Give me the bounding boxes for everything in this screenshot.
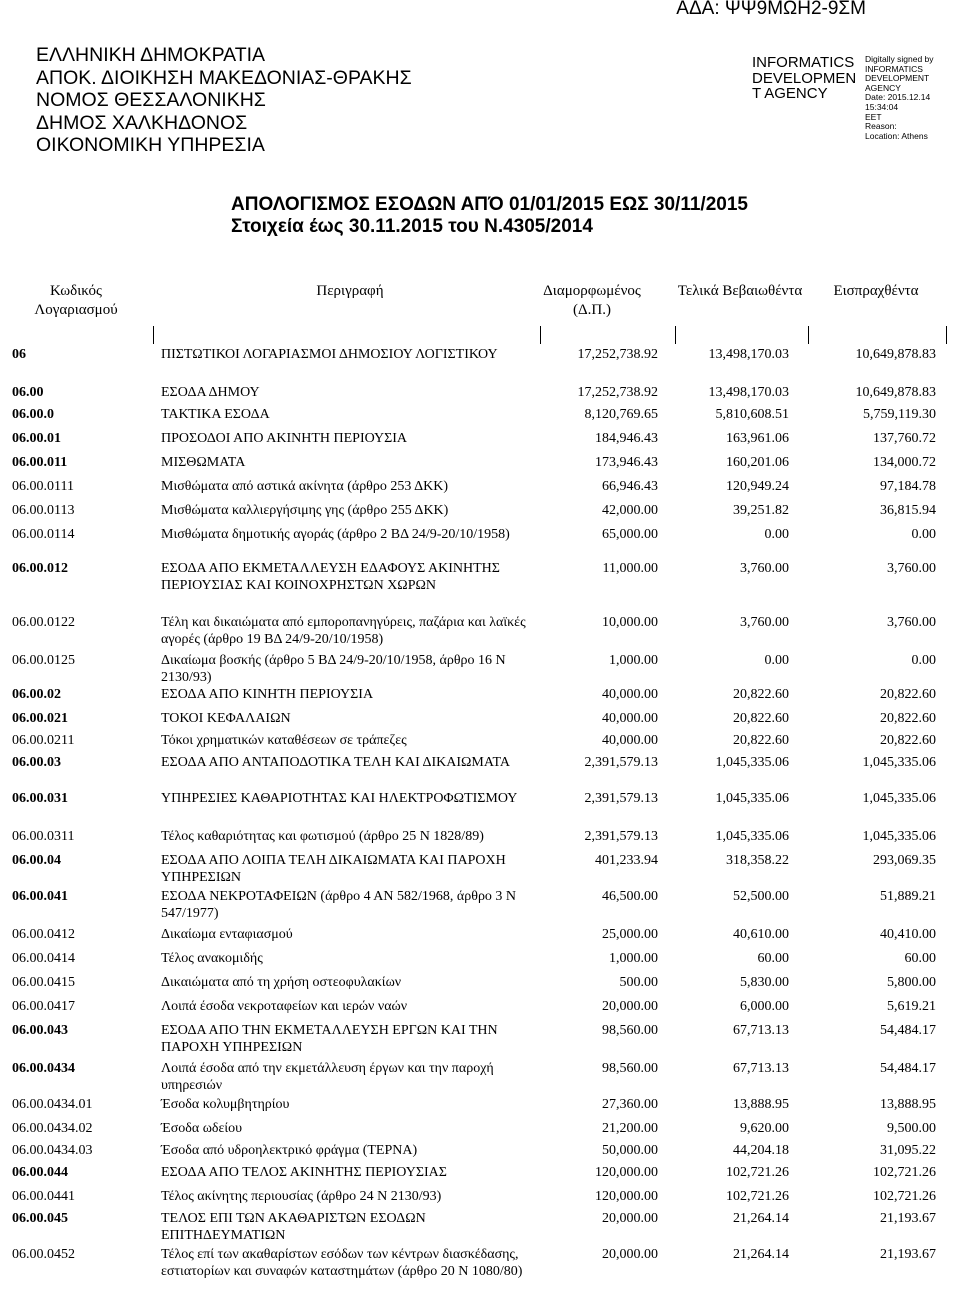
collected-value: 102,721.26 [873,1165,936,1180]
collected-value: 51,889.21 [880,889,936,904]
collected-value: 20,822.60 [880,687,936,702]
collected-value: 0.00 [911,527,936,542]
collected-value: 20,822.60 [880,733,936,748]
certified-value: 5,810,608.51 [715,407,789,422]
account-description: Λοιπά έσοδα νεκροταφείων και ιερών ναών [161,999,408,1014]
column-header-certified: Τελικά Βεβαιωθέντα [677,283,803,299]
column-divider [808,326,809,344]
report-title: ΑΠΟΛΟΓΙΣΜΟΣ ΕΣΟΔΩΝ ΑΠΌ 01/01/2015 ΕΩΣ 30/11/2015 [231,194,748,215]
account-code: 06.00.0111 [12,479,74,494]
certified-value: 5,830.00 [740,975,789,990]
certified-value: 3,760.00 [740,615,789,630]
collected-value: 3,760.00 [887,615,936,630]
certified-value: 40,610.00 [733,927,789,942]
certified-value: 160,201.06 [726,455,789,470]
account-description: Μισθώματα δημοτικής αγοράς (άρθρο 2 ΒΔ 24/9-20/10/1958) [161,527,510,542]
org-line: ΑΠΟΚ. ΔΙΟΙΚΗΣΗ ΜΑΚΕΔΟΝΙΑΣ-ΘΡΑΚΗΣ [36,66,412,89]
budget-value: 40,000.00 [602,687,658,702]
account-code: 06.00.03 [12,755,61,770]
collected-value: 102,721.26 [873,1189,936,1204]
budget-value: 42,000.00 [602,503,658,518]
account-code: 06.00.04 [12,853,61,868]
collected-value: 10,649,878.83 [855,347,936,362]
budget-value: 8,120,769.65 [584,407,658,422]
column-header-code: Κωδικός Λογαριασμού [34,283,118,318]
account-code: 06.00.01 [12,431,61,446]
certified-value: 39,251.82 [733,503,789,518]
budget-value: 11,000.00 [602,561,658,576]
budget-value: 10,000.00 [602,615,658,630]
column-divider [675,326,676,344]
certified-value: 163,961.06 [726,431,789,446]
signature-org: INFORMATICS DEVELOPMEN T AGENCY [752,54,857,102]
budget-value: 40,000.00 [602,711,658,726]
certified-value: 21,264.14 [733,1211,789,1226]
digital-signature [752,55,960,141]
account-code: 06.00.021 [12,711,68,726]
certified-value: 13,498,170.03 [708,347,789,362]
certified-value: 67,713.13 [733,1061,789,1076]
account-code: 06.00.0434.01 [12,1097,93,1112]
report-title-block [231,194,748,238]
budget-value: 17,252,738.92 [577,385,658,400]
account-code: 06.00.0441 [12,1189,75,1204]
budget-value: 65,000.00 [602,527,658,542]
certified-value: 1,045,335.06 [715,829,789,844]
account-description: ΕΣΟΔΑ ΝΕΚΡΟΤΑΦΕΙΩΝ (άρθρο 4 ΑΝ 582/1968, άρθρο 3 Ν 547/1977) [161,889,517,921]
account-code: 06.00.0434.02 [12,1121,93,1136]
collected-value: 40,410.00 [880,927,936,942]
account-description: ΤΑΚΤΙΚΑ ΕΣΟΔΑ [161,407,270,422]
certified-value: 102,721.26 [726,1165,789,1180]
certified-value: 120,949.24 [726,479,789,494]
account-description: ΕΣΟΔΑ ΔΗΜΟΥ [161,385,260,400]
account-code: 06.00.0452 [12,1247,75,1262]
account-code: 06.00.0412 [12,927,75,942]
account-description: ΕΣΟΔΑ ΑΠΟ ΚΙΝΗΤΗ ΠΕΡΙΟΥΣΙΑ [161,687,374,702]
budget-value: 401,233.94 [595,853,658,868]
collected-value: 20,822.60 [880,711,936,726]
collected-value: 9,500.00 [887,1121,936,1136]
budget-value: 17,252,738.92 [577,347,658,362]
account-code: 06.00.0122 [12,615,75,630]
budget-value: 50,000.00 [602,1143,658,1158]
column-header-description: Περιγραφή [316,283,384,299]
account-code: 06.00.041 [12,889,68,904]
collected-value: 1,045,335.06 [862,829,936,844]
account-description: Έσοδα κολυμβητηρίου [161,1097,290,1112]
collected-value: 5,800.00 [887,975,936,990]
account-description: Τέλος καθαριότητας και φωτισμού (άρθρο 25 Ν 1828/89) [161,829,484,844]
account-code: 06.00.0414 [12,951,75,966]
budget-value: 120,000.00 [595,1189,658,1204]
certified-value: 9,620.00 [740,1121,789,1136]
budget-value: 173,946.43 [595,455,658,470]
budget-value: 1,000.00 [609,951,658,966]
organization-header [36,44,412,157]
collected-value: 31,095.22 [880,1143,936,1158]
collected-value: 54,484.17 [880,1061,936,1076]
certified-value: 102,721.26 [726,1189,789,1204]
budget-value: 2,391,579.13 [584,829,658,844]
account-code: 06.00.0113 [12,503,75,518]
account-code: 06.00.043 [12,1023,68,1038]
account-description: Μισθώματα καλλιεργήσιμης γης (άρθρο 255 ΔΚΚ) [161,503,449,518]
account-description: ΤΟΚΟΙ ΚΕΦΑΛΑΙΩΝ [161,711,291,726]
account-code: 06.00.0434.03 [12,1143,93,1158]
account-code: 06.00.0114 [12,527,75,542]
certified-value: 0.00 [764,527,789,542]
budget-value: 20,000.00 [602,999,658,1014]
account-description: ΕΣΟΔΑ ΑΠΟ ΤΗΝ ΕΚΜΕΤΑΛΛΕΥΣΗ ΕΡΓΩΝ ΚΑΙ ΤΗΝ ΠΑΡΟΧΗ ΥΠΗΡΕΣΙΩΝ [161,1023,498,1055]
account-code: 06 [12,347,26,362]
account-code: 06.00.044 [12,1165,68,1180]
account-code: 06.00.0311 [12,829,75,844]
account-code: 06.00.0434 [12,1061,75,1076]
report-subtitle: Στοιχεία έως 30.11.2015 του Ν.4305/2014 [231,216,593,237]
account-description: Τέλος ακίνητης περιουσίας (άρθρο 24 Ν 2130/93) [161,1189,442,1204]
collected-value: 21,193.67 [880,1247,936,1262]
collected-value: 54,484.17 [880,1023,936,1038]
account-code: 06.00.012 [12,561,68,576]
certified-value: 3,760.00 [740,561,789,576]
budget-value: 2,391,579.13 [584,791,658,806]
certified-value: 44,204.18 [733,1143,789,1158]
account-code: 06.00.0415 [12,975,75,990]
account-description: Τέλος ανακομιδής [161,951,263,966]
budget-value: 98,560.00 [602,1061,658,1076]
signature-details: Digitally signed by INFORMATICS DEVELOPMENT AGENCY Date: 2015.12.14 15:34:04 EET Reason: Location: Athens [865,54,934,141]
account-description: ΠΡΟΣΟΔΟΙ ΑΠΟ ΑΚΙΝΗΤΗ ΠΕΡΙΟΥΣΙΑ [161,431,408,446]
budget-value: 66,946.43 [602,479,658,494]
column-divider [946,326,947,344]
ada-code: ΑΔΑ: ΨΨ9ΜΩΗ2-9ΣΜ [676,0,866,19]
collected-value: 21,193.67 [880,1211,936,1226]
collected-value: 137,760.72 [873,431,936,446]
account-description: Έσοδα από υδροηλεκτρικό φράγμα (ΤΕΡΝΑ) [161,1143,418,1158]
certified-value: 21,264.14 [733,1247,789,1262]
certified-value: 1,045,335.06 [715,755,789,770]
collected-value: 0.00 [911,653,936,668]
account-description: ΜΙΣΘΩΜΑΤΑ [161,455,246,470]
certified-value: 318,358.22 [726,853,789,868]
account-description: Τόκοι χρηματικών καταθέσεων σε τράπεζες [161,733,407,748]
account-code: 06.00.045 [12,1211,68,1226]
account-description: Δικαιώματα από τη χρήση οστεοφυλακίων [161,975,402,990]
account-description: Μισθώματα από αστικά ακίνητα (άρθρο 253 ΔΚΚ) [161,479,448,494]
certified-value: 60.00 [757,951,789,966]
table-header [0,278,960,326]
collected-value: 97,184.78 [880,479,936,494]
account-description: Τέλη και δικαιώματα από εμποροπανηγύρεις, παζάρια και λαϊκές αγορές (άρθρο 19 ΒΔ 24/9-20/10/1958) [161,615,526,647]
account-description: ΕΣΟΔΑ ΑΠΟ ΕΚΜΕΤΑΛΛΕΥΣΗ ΕΔΑΦΟΥΣ ΑΚΙΝΗΤΗΣ ΠΕΡΙΟΥΣΙΑΣ ΚΑΙ ΚΟΙΝΟΧΡΗΣΤΩΝ ΧΩΡΩΝ [161,561,500,593]
collected-value: 1,045,335.06 [862,791,936,806]
certified-value: 1,045,335.06 [715,791,789,806]
collected-value: 134,000.72 [873,455,936,470]
account-code: 06.00.0417 [12,999,75,1014]
account-description: Τέλος επί των ακαθαρίστων εσόδων των κέντρων διασκέδασης, εστιατορίων και συναφών καταστημάτων (άρθρο 20 Ν 1080/80) [161,1247,523,1279]
budget-value: 25,000.00 [602,927,658,942]
budget-value: 21,200.00 [602,1121,658,1136]
certified-value: 13,888.95 [733,1097,789,1112]
account-code: 06.00.0 [12,407,54,422]
collected-value: 5,759,119.30 [863,407,936,422]
account-description: ΕΣΟΔΑ ΑΠΟ ΤΕΛΟΣ ΑΚΙΝΗΤΗΣ ΠΕΡΙΟΥΣΙΑΣ [161,1165,447,1180]
budget-value: 27,360.00 [602,1097,658,1112]
account-code: 06.00.02 [12,687,61,702]
column-header-budget: Διαμορφωμένος (Δ.Π.) [543,283,641,318]
certified-value: 0.00 [764,653,789,668]
budget-value: 500.00 [619,975,658,990]
collected-value: 293,069.35 [873,853,936,868]
account-description: ΕΣΟΔΑ ΑΠΟ ΑΝΤΑΠΟΔΟΤΙΚΑ ΤΕΛΗ ΚΑΙ ΔΙΚΑΙΩΜΑΤΑ [161,755,510,770]
org-line: ΝΟΜΟΣ ΘΕΣΣΑΛΟΝΙΚΗΣ [36,89,266,111]
budget-value: 1,000.00 [609,653,658,668]
budget-value: 40,000.00 [602,733,658,748]
account-description: Δικαίωμα ενταφιασμού [161,927,293,942]
org-line: ΕΛΛΗΝΙΚΗ ΔΗΜΟΚΡΑΤΙΑ [36,44,266,66]
certified-value: 6,000.00 [740,999,789,1014]
account-description: Έσοδα ωδείου [161,1121,243,1136]
budget-value: 20,000.00 [602,1211,658,1226]
budget-value: 2,391,579.13 [584,755,658,770]
account-description: ΕΣΟΔΑ ΑΠΟ ΛΟΙΠΑ ΤΕΛΗ ΔΙΚΑΙΩΜΑΤΑ ΚΑΙ ΠΑΡΟΧΗ ΥΠΗΡΕΣΙΩΝ [161,853,506,885]
account-code: 06.00.0211 [12,733,75,748]
certified-value: 20,822.60 [733,733,789,748]
collected-value: 60.00 [904,951,936,966]
account-description: ΠΙΣΤΩΤΙΚΟΙ ΛΟΓΑΡΙΑΣΜΟΙ ΔΗΜΟΣΙΟΥ ΛΟΓΙΣΤΙΚΟΥ [161,347,498,362]
budget-value: 184,946.43 [595,431,658,446]
collected-value: 10,649,878.83 [855,385,936,400]
column-divider [540,326,541,344]
collected-value: 5,619.21 [887,999,936,1014]
certified-value: 67,713.13 [733,1023,789,1038]
column-header-collected: Εισπραχθέντα [833,283,919,299]
collected-value: 36,815.94 [880,503,936,518]
account-code: 06.00.0125 [12,653,75,668]
org-line: ΟΙΚΟΝΟΜΙΚΗ ΥΠΗΡΕΣΙΑ [36,134,265,156]
account-code: 06.00.011 [12,455,68,470]
account-description: ΤΕΛΟΣ ΕΠΙ ΤΩΝ ΑΚΑΘΑΡΙΣΤΩΝ ΕΣΟΔΩΝ ΕΠΙΤΗΔΕΥΜΑΤΙΩΝ [161,1211,426,1243]
org-line: ΔΗΜΟΣ ΧΑΛΚΗΔΟΝΟΣ [36,111,248,134]
account-code: 06.00.031 [12,791,68,806]
account-code: 06.00 [12,385,44,400]
collected-value: 3,760.00 [887,561,936,576]
budget-value: 98,560.00 [602,1023,658,1038]
account-description: Δικαίωμα βοσκής (άρθρο 5 ΒΔ 24/9-20/10/1958, άρθρο 16 Ν 2130/93) [161,653,506,685]
account-description: Λοιπά έσοδα από την εκμετάλλευση έργων και την παροχή υπηρεσιών [161,1061,494,1093]
certified-value: 20,822.60 [733,711,789,726]
column-divider [153,326,154,344]
certified-value: 52,500.00 [733,889,789,904]
account-description: ΥΠΗΡΕΣΙΕΣ ΚΑΘΑΡΙΟΤΗΤΑΣ ΚΑΙ ΗΛΕΚΤΡΟΦΩΤΙΣΜΟΥ [161,791,518,806]
collected-value: 1,045,335.06 [862,755,936,770]
collected-value: 13,888.95 [880,1097,936,1112]
budget-value: 20,000.00 [602,1247,658,1262]
certified-value: 13,498,170.03 [708,385,789,400]
budget-value: 46,500.00 [602,889,658,904]
certified-value: 20,822.60 [733,687,789,702]
budget-value: 120,000.00 [595,1165,658,1180]
